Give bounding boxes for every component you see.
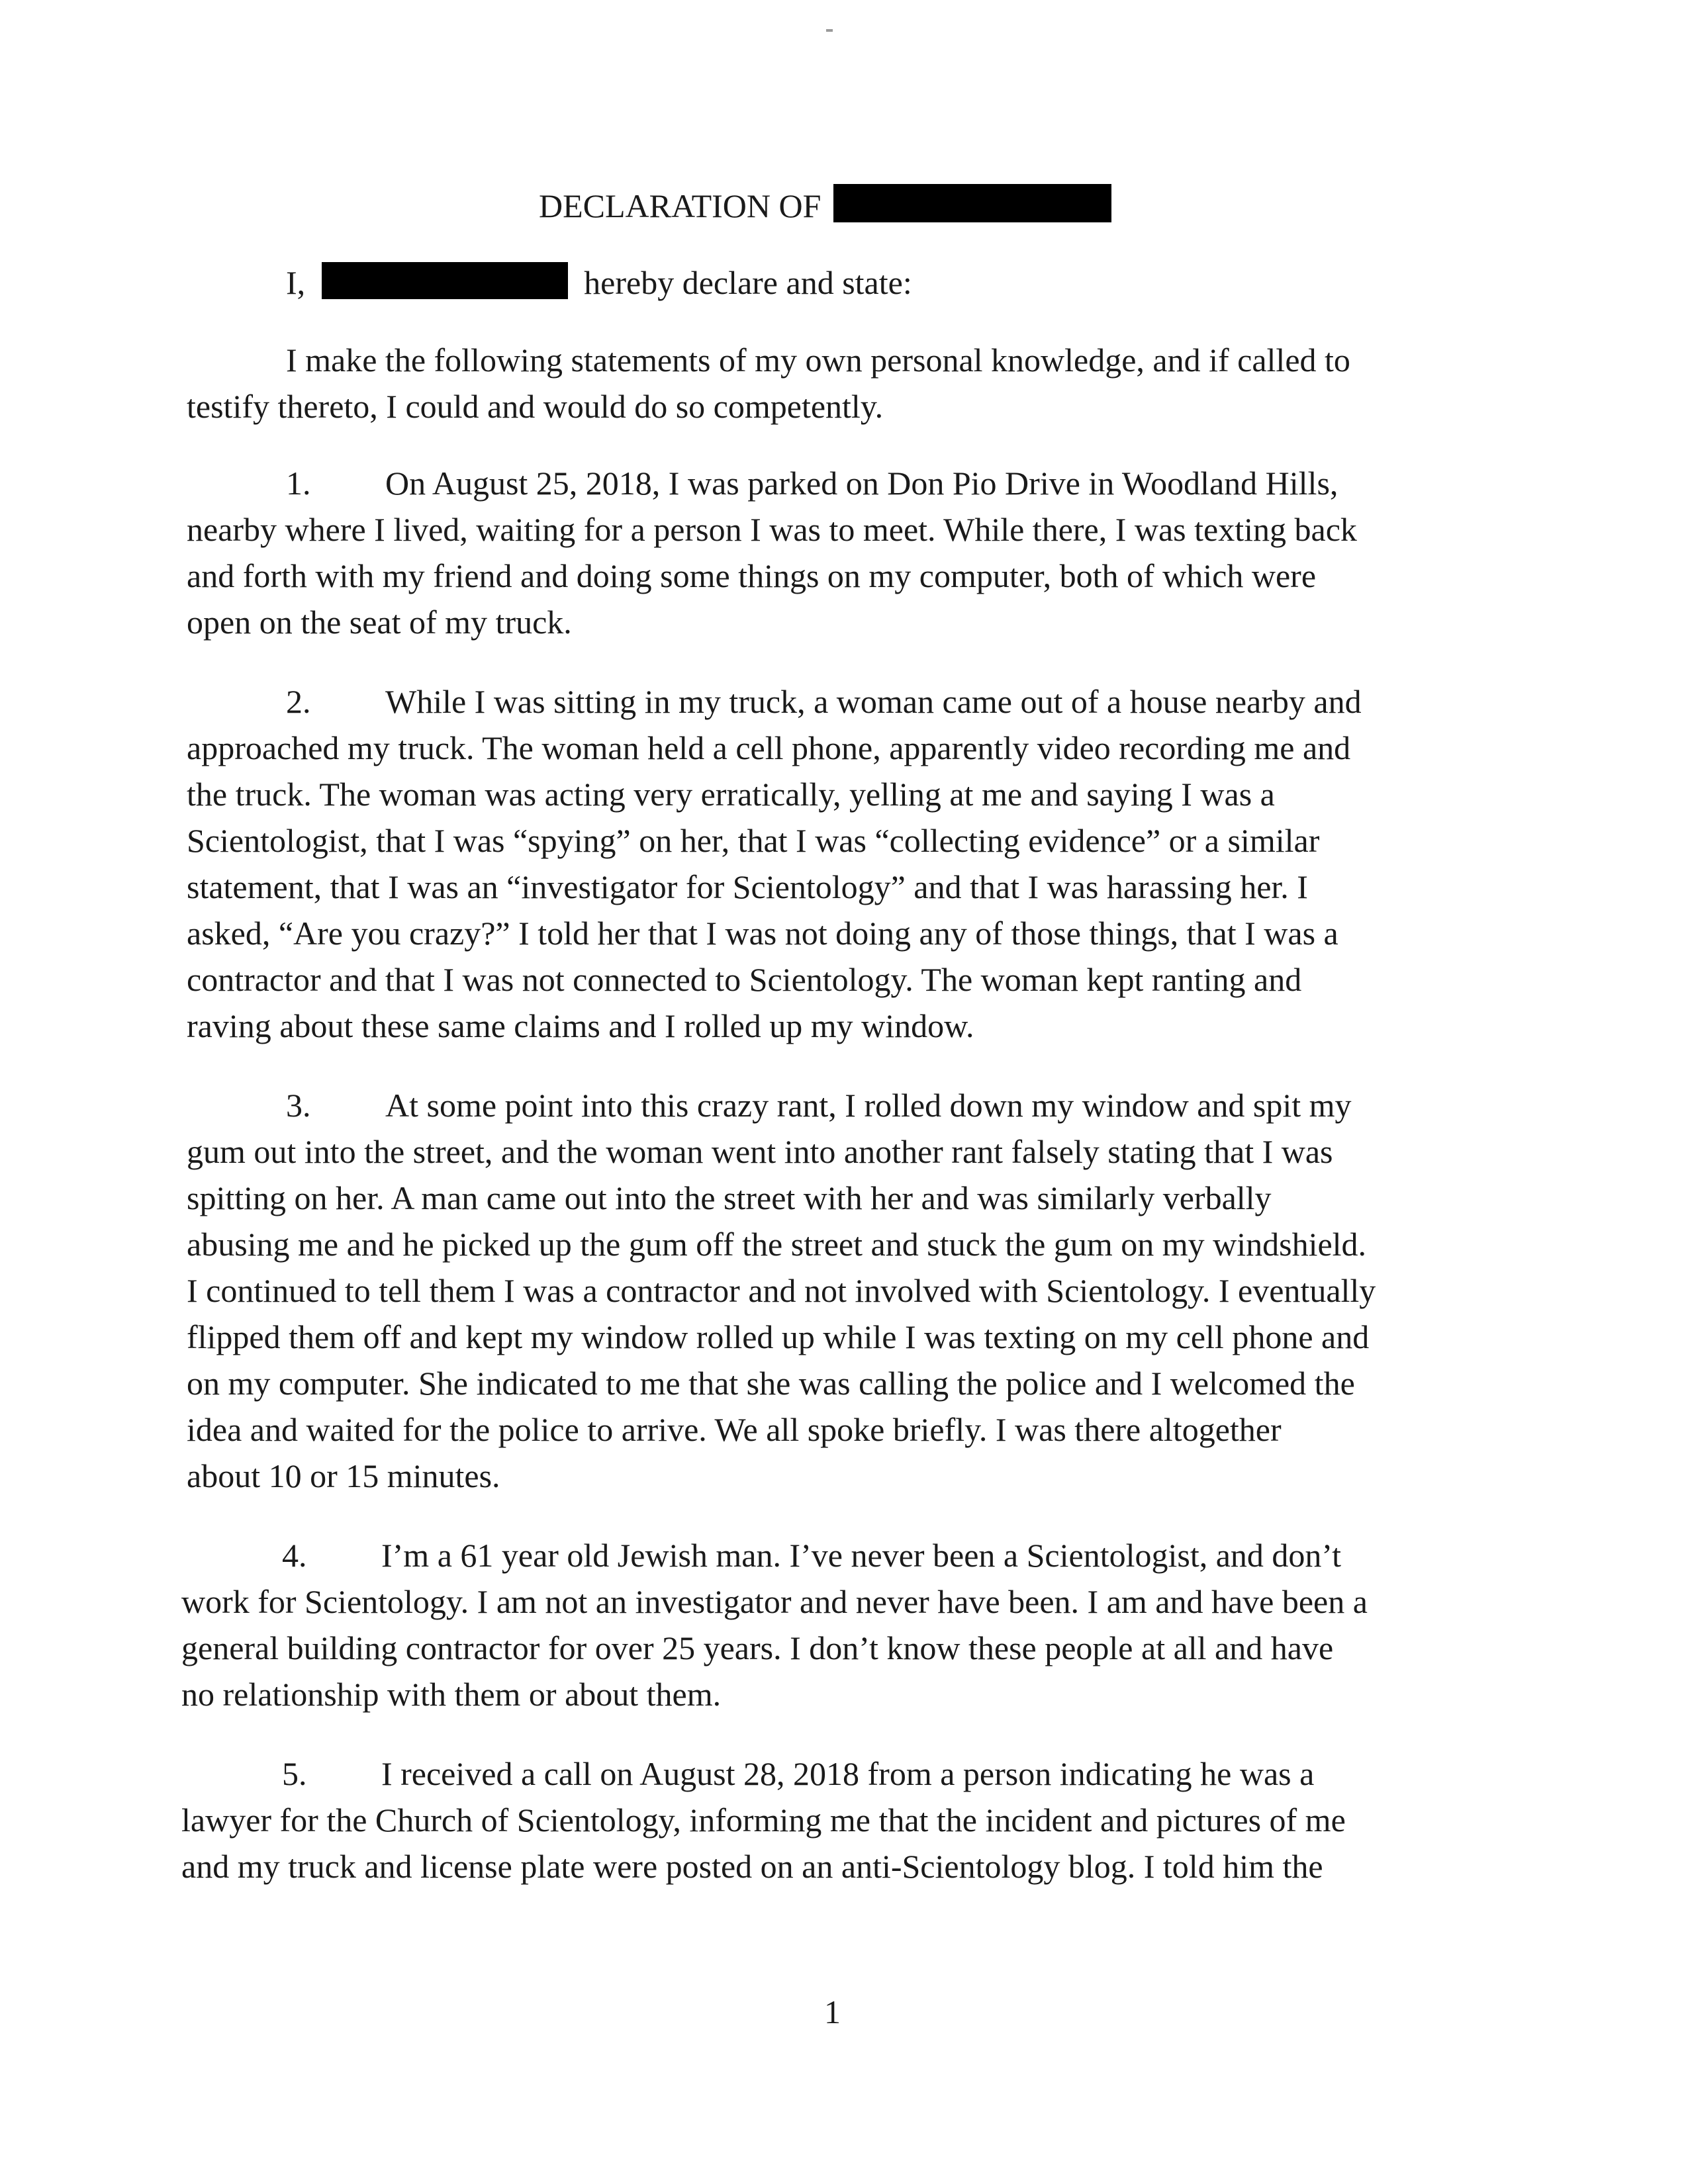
- paragraph-number: 1.: [286, 465, 311, 502]
- paragraph-5-first-line: 5. I received a call on August 28, 2018 from a person indicating he was a: [282, 1755, 1315, 1792]
- paragraph-3-first-line: 3. At some point into this crazy rant, I rolled down my window and spit my: [286, 1087, 1352, 1124]
- paragraph-line: Scientologist, that I was “spying” on her, that I was “collecting evidence” or a similar: [187, 822, 1320, 859]
- paragraph-line: flipped them off and kept my window rolled up while I was texting on my cell phone and: [187, 1318, 1370, 1355]
- paragraph-line: abusing me and he picked up the gum off the street and stuck the gum on my windshield.: [187, 1226, 1367, 1263]
- intro-line: testify thereto, I could and would do so competently.: [187, 388, 884, 425]
- paragraph-line: open on the seat of my truck.: [187, 604, 572, 641]
- intro-line: I make the following statements of my own personal knowledge, and if called to: [286, 341, 1350, 379]
- paragraph-line: statement, that I was an “investigator for Scientology” and that I was harassing her. I: [187, 868, 1308, 905]
- paragraph-line: idea and waited for the police to arrive. We all spoke briefly. I was there altogether: [187, 1411, 1282, 1448]
- paragraph-line: and forth with my friend and doing some things on my computer, both of which were: [187, 557, 1317, 594]
- paragraph-line: nearby where I lived, waiting for a person I was to meet. While there, I was texting back: [187, 511, 1357, 548]
- paragraph-line: the truck. The woman was acting very erratically, yelling at me and saying I was a: [187, 776, 1275, 813]
- paragraph-line: and my truck and license plate were posted on an anti-Scientology blog. I told him the: [181, 1848, 1323, 1885]
- paragraph-line: about 10 or 15 minutes.: [187, 1457, 500, 1494]
- paragraph-number: 5.: [282, 1755, 307, 1792]
- paragraph-line: spitting on her. A man came out into the street with her and was similarly verbally: [187, 1179, 1272, 1216]
- declare-prefix: I,: [286, 264, 306, 301]
- page-number: 1: [824, 1993, 841, 2030]
- title-text: DECLARATION OF: [539, 187, 821, 224]
- paragraph-line: general building contractor for over 25 years. I don’t know these people at all and have: [181, 1629, 1334, 1666]
- paragraph-line: work for Scientology. I am not an investigator and never have been. I am and have been a: [181, 1583, 1368, 1620]
- paragraph-2-first-line: 2. While I was sitting in my truck, a woman came out of a house nearby and: [286, 683, 1362, 720]
- paragraph-4-first-line: 4. I’m a 61 year old Jewish man. I’ve never been a Scientologist, and don’t: [282, 1537, 1342, 1574]
- paragraph-number: 4.: [282, 1537, 307, 1574]
- declare-suffix: hereby declare and state:: [584, 264, 912, 301]
- document-title: [539, 184, 1111, 226]
- paragraph-number: 3.: [286, 1087, 311, 1124]
- paragraph-line: asked, “Are you crazy?” I told her that I was not doing any of those things, that I was a: [187, 915, 1338, 952]
- redacted-name-block: [322, 262, 568, 299]
- paragraph-line: gum out into the street, and the woman went into another rant falsely stating that I was: [187, 1133, 1333, 1170]
- paragraph-number: 2.: [286, 683, 311, 720]
- paragraph-1-first-line: 1. On August 25, 2018, I was parked on Don Pio Drive in Woodland Hills,: [286, 465, 1338, 502]
- paragraph-line: lawyer for the Church of Scientology, informing me that the incident and pictures of me: [181, 1801, 1346, 1839]
- scan-speck: [826, 29, 833, 32]
- paragraph-line: I continued to tell them I was a contractor and not involved with Scientology. I eventually: [187, 1272, 1376, 1309]
- redacted-name-block: [833, 184, 1111, 222]
- paragraph-line: no relationship with them or about them.: [181, 1676, 722, 1713]
- paragraph-line: raving about these same claims and I rolled up my window.: [187, 1007, 974, 1044]
- paragraph-line: on my computer. She indicated to me that she was calling the police and I welcomed the: [187, 1365, 1355, 1402]
- declaration-statement: [286, 262, 912, 302]
- paragraph-line: contractor and that I was not connected to Scientology. The woman kept ranting and: [187, 961, 1302, 998]
- paragraph-line: approached my truck. The woman held a cell phone, apparently video recording me and: [187, 729, 1351, 766]
